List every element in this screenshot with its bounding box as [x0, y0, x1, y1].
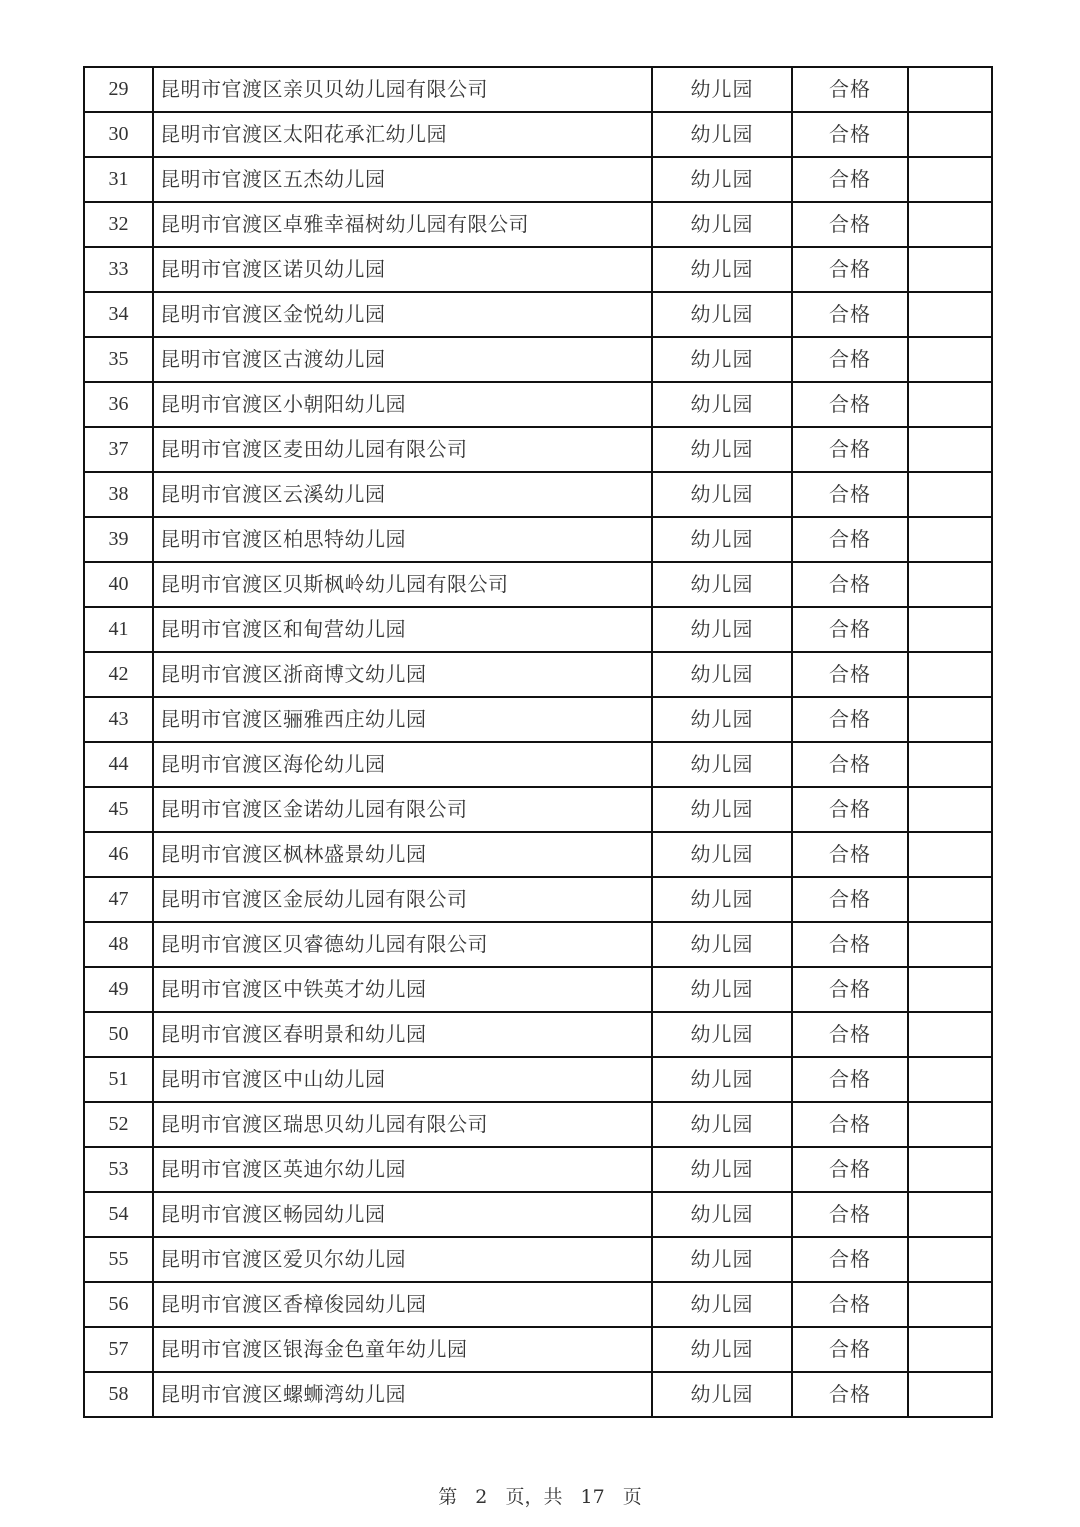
remarks-cell	[908, 1147, 992, 1192]
inspection-result-cell: 合格	[792, 517, 908, 562]
row-number-cell: 45	[84, 787, 153, 832]
institution-type-cell: 幼儿园	[652, 1372, 792, 1417]
inspection-result-cell: 合格	[792, 1282, 908, 1327]
row-number-cell: 57	[84, 1327, 153, 1372]
kindergarten-name-cell: 昆明市官渡区亲贝贝幼儿园有限公司	[153, 67, 652, 112]
kindergarten-name-cell: 昆明市官渡区诺贝幼儿园	[153, 247, 652, 292]
table-row	[84, 922, 992, 967]
inspection-result-cell: 合格	[792, 1012, 908, 1057]
institution-type-cell: 幼儿园	[652, 652, 792, 697]
kindergarten-name-cell: 昆明市官渡区贝睿德幼儿园有限公司	[153, 922, 652, 967]
table-row	[84, 967, 992, 1012]
table-row	[84, 652, 992, 697]
kindergarten-name-cell: 昆明市官渡区金辰幼儿园有限公司	[153, 877, 652, 922]
kindergarten-name-cell: 昆明市官渡区英迪尔幼儿园	[153, 1147, 652, 1192]
table-body	[84, 67, 992, 1417]
row-number-cell: 56	[84, 1282, 153, 1327]
row-number-cell: 52	[84, 1102, 153, 1147]
remarks-cell	[908, 652, 992, 697]
institution-type-cell: 幼儿园	[652, 112, 792, 157]
institution-type-cell: 幼儿园	[652, 832, 792, 877]
institution-type-cell: 幼儿园	[652, 1012, 792, 1057]
inspection-result-cell: 合格	[792, 1147, 908, 1192]
row-number-cell: 33	[84, 247, 153, 292]
inspection-result-cell: 合格	[792, 1237, 908, 1282]
current-page-number: 2	[475, 1486, 488, 1508]
row-number-cell: 31	[84, 157, 153, 202]
remarks-cell	[908, 832, 992, 877]
kindergarten-name-cell: 昆明市官渡区金悦幼儿园	[153, 292, 652, 337]
kindergarten-name-cell: 昆明市官渡区海伦幼儿园	[153, 742, 652, 787]
remarks-cell	[908, 202, 992, 247]
table-row	[84, 382, 992, 427]
table-row	[84, 202, 992, 247]
table-row	[84, 112, 992, 157]
inspection-result-cell: 合格	[792, 1057, 908, 1102]
page-label-suffix: 页	[622, 1486, 642, 1508]
row-number-cell: 47	[84, 877, 153, 922]
remarks-cell	[908, 427, 992, 472]
remarks-cell	[908, 922, 992, 967]
row-number-cell: 37	[84, 427, 153, 472]
institution-type-cell: 幼儿园	[652, 1057, 792, 1102]
table-row	[84, 877, 992, 922]
remarks-cell	[908, 697, 992, 742]
kindergarten-name-cell: 昆明市官渡区贝斯枫岭幼儿园有限公司	[153, 562, 652, 607]
remarks-cell	[908, 562, 992, 607]
remarks-cell	[908, 967, 992, 1012]
kindergarten-name-cell: 昆明市官渡区柏思特幼儿园	[153, 517, 652, 562]
inspection-result-cell: 合格	[792, 1102, 908, 1147]
table-row	[84, 1102, 992, 1147]
table-row	[84, 742, 992, 787]
inspection-result-cell: 合格	[792, 742, 908, 787]
remarks-cell	[908, 1282, 992, 1327]
inspection-result-cell: 合格	[792, 292, 908, 337]
institution-type-cell: 幼儿园	[652, 967, 792, 1012]
inspection-result-cell: 合格	[792, 832, 908, 877]
kindergarten-name-cell: 昆明市官渡区金诺幼儿园有限公司	[153, 787, 652, 832]
inspection-result-cell: 合格	[792, 877, 908, 922]
table-row	[84, 607, 992, 652]
row-number-cell: 30	[84, 112, 153, 157]
row-number-cell: 58	[84, 1372, 153, 1417]
kindergarten-name-cell: 昆明市官渡区麦田幼儿园有限公司	[153, 427, 652, 472]
kindergarten-name-cell: 昆明市官渡区云溪幼儿园	[153, 472, 652, 517]
inspection-result-cell: 合格	[792, 67, 908, 112]
table-row	[84, 1012, 992, 1057]
remarks-cell	[908, 517, 992, 562]
remarks-cell	[908, 247, 992, 292]
inspection-result-cell: 合格	[792, 607, 908, 652]
table-row	[84, 67, 992, 112]
row-number-cell: 38	[84, 472, 153, 517]
institution-type-cell: 幼儿园	[652, 922, 792, 967]
institution-type-cell: 幼儿园	[652, 562, 792, 607]
table-row	[84, 1192, 992, 1237]
institution-type-cell: 幼儿园	[652, 697, 792, 742]
row-number-cell: 40	[84, 562, 153, 607]
table-row	[84, 427, 992, 472]
remarks-cell	[908, 607, 992, 652]
remarks-cell	[908, 1057, 992, 1102]
institution-type-cell: 幼儿园	[652, 877, 792, 922]
kindergarten-name-cell: 昆明市官渡区银海金色童年幼儿园	[153, 1327, 652, 1372]
remarks-cell	[908, 1237, 992, 1282]
remarks-cell	[908, 337, 992, 382]
total-pages-number: 17	[580, 1486, 605, 1508]
kindergarten-name-cell: 昆明市官渡区和甸营幼儿园	[153, 607, 652, 652]
institution-type-cell: 幼儿园	[652, 382, 792, 427]
table-row	[84, 337, 992, 382]
kindergarten-name-cell: 昆明市官渡区古渡幼儿园	[153, 337, 652, 382]
remarks-cell	[908, 1327, 992, 1372]
row-number-cell: 53	[84, 1147, 153, 1192]
page-label-prefix: 第	[438, 1486, 458, 1508]
table-row	[84, 832, 992, 877]
row-number-cell: 41	[84, 607, 153, 652]
remarks-cell	[908, 292, 992, 337]
kindergarten-name-cell: 昆明市官渡区中山幼儿园	[153, 1057, 652, 1102]
table-row	[84, 1372, 992, 1417]
institution-type-cell: 幼儿园	[652, 1192, 792, 1237]
table-row	[84, 247, 992, 292]
remarks-cell	[908, 67, 992, 112]
kindergarten-name-cell: 昆明市官渡区太阳花承汇幼儿园	[153, 112, 652, 157]
institution-type-cell: 幼儿园	[652, 742, 792, 787]
remarks-cell	[908, 382, 992, 427]
table-row	[84, 562, 992, 607]
table-row	[84, 157, 992, 202]
kindergarten-name-cell: 昆明市官渡区畅园幼儿园	[153, 1192, 652, 1237]
row-number-cell: 36	[84, 382, 153, 427]
row-number-cell: 34	[84, 292, 153, 337]
remarks-cell	[908, 112, 992, 157]
kindergarten-name-cell: 昆明市官渡区香樟俊园幼儿园	[153, 1282, 652, 1327]
inspection-result-cell: 合格	[792, 1327, 908, 1372]
table-row	[84, 517, 992, 562]
kindergarten-name-cell: 昆明市官渡区卓雅幸福树幼儿园有限公司	[153, 202, 652, 247]
kindergarten-name-cell: 昆明市官渡区枫林盛景幼儿园	[153, 832, 652, 877]
kindergarten-name-cell: 昆明市官渡区螺蛳湾幼儿园	[153, 1372, 652, 1417]
inspection-result-cell: 合格	[792, 382, 908, 427]
inspection-result-cell: 合格	[792, 157, 908, 202]
row-number-cell: 48	[84, 922, 153, 967]
inspection-result-cell: 合格	[792, 337, 908, 382]
row-number-cell: 44	[84, 742, 153, 787]
kindergarten-name-cell: 昆明市官渡区五杰幼儿园	[153, 157, 652, 202]
kindergarten-name-cell: 昆明市官渡区浙商博文幼儿园	[153, 652, 652, 697]
remarks-cell	[908, 1012, 992, 1057]
inspection-result-cell: 合格	[792, 922, 908, 967]
institution-type-cell: 幼儿园	[652, 202, 792, 247]
row-number-cell: 42	[84, 652, 153, 697]
remarks-cell	[908, 472, 992, 517]
institution-type-cell: 幼儿园	[652, 787, 792, 832]
table-row	[84, 1282, 992, 1327]
remarks-cell	[908, 157, 992, 202]
institution-type-cell: 幼儿园	[652, 472, 792, 517]
inspection-result-cell: 合格	[792, 562, 908, 607]
inspection-results-table	[83, 66, 993, 1418]
institution-type-cell: 幼儿园	[652, 157, 792, 202]
institution-type-cell: 幼儿园	[652, 67, 792, 112]
inspection-result-cell: 合格	[792, 427, 908, 472]
page-footer	[0, 1482, 1080, 1509]
inspection-result-cell: 合格	[792, 202, 908, 247]
row-number-cell: 50	[84, 1012, 153, 1057]
inspection-result-cell: 合格	[792, 247, 908, 292]
row-number-cell: 55	[84, 1237, 153, 1282]
table-row	[84, 1327, 992, 1372]
remarks-cell	[908, 1102, 992, 1147]
table-row	[84, 472, 992, 517]
institution-type-cell: 幼儿园	[652, 1147, 792, 1192]
row-number-cell: 43	[84, 697, 153, 742]
institution-type-cell: 幼儿园	[652, 292, 792, 337]
remarks-cell	[908, 877, 992, 922]
inspection-result-cell: 合格	[792, 787, 908, 832]
kindergarten-name-cell: 昆明市官渡区小朝阳幼儿园	[153, 382, 652, 427]
inspection-result-cell: 合格	[792, 967, 908, 1012]
remarks-cell	[908, 787, 992, 832]
inspection-result-cell: 合格	[792, 112, 908, 157]
institution-type-cell: 幼儿园	[652, 1327, 792, 1372]
table-row	[84, 697, 992, 742]
remarks-cell	[908, 1372, 992, 1417]
table-row	[84, 1057, 992, 1102]
inspection-result-cell: 合格	[792, 697, 908, 742]
kindergarten-name-cell: 昆明市官渡区爱贝尔幼儿园	[153, 1237, 652, 1282]
institution-type-cell: 幼儿园	[652, 517, 792, 562]
row-number-cell: 29	[84, 67, 153, 112]
row-number-cell: 35	[84, 337, 153, 382]
table-row	[84, 1237, 992, 1282]
inspection-result-cell: 合格	[792, 1192, 908, 1237]
remarks-cell	[908, 742, 992, 787]
inspection-result-cell: 合格	[792, 472, 908, 517]
row-number-cell: 51	[84, 1057, 153, 1102]
table-row	[84, 292, 992, 337]
remarks-cell	[908, 1192, 992, 1237]
kindergarten-name-cell: 昆明市官渡区中铁英才幼儿园	[153, 967, 652, 1012]
institution-type-cell: 幼儿园	[652, 607, 792, 652]
inspection-result-cell: 合格	[792, 652, 908, 697]
inspection-result-cell: 合格	[792, 1372, 908, 1417]
institution-type-cell: 幼儿园	[652, 427, 792, 472]
row-number-cell: 46	[84, 832, 153, 877]
row-number-cell: 39	[84, 517, 153, 562]
institution-type-cell: 幼儿园	[652, 247, 792, 292]
institution-type-cell: 幼儿园	[652, 1102, 792, 1147]
table-row	[84, 787, 992, 832]
row-number-cell: 54	[84, 1192, 153, 1237]
institution-type-cell: 幼儿园	[652, 337, 792, 382]
row-number-cell: 49	[84, 967, 153, 1012]
institution-type-cell: 幼儿园	[652, 1282, 792, 1327]
page-label-mid: 页，共	[505, 1486, 563, 1508]
row-number-cell: 32	[84, 202, 153, 247]
kindergarten-name-cell: 昆明市官渡区春明景和幼儿园	[153, 1012, 652, 1057]
institution-type-cell: 幼儿园	[652, 1237, 792, 1282]
kindergarten-name-cell: 昆明市官渡区骊雅西庄幼儿园	[153, 697, 652, 742]
kindergarten-name-cell: 昆明市官渡区瑞思贝幼儿园有限公司	[153, 1102, 652, 1147]
table-row	[84, 1147, 992, 1192]
